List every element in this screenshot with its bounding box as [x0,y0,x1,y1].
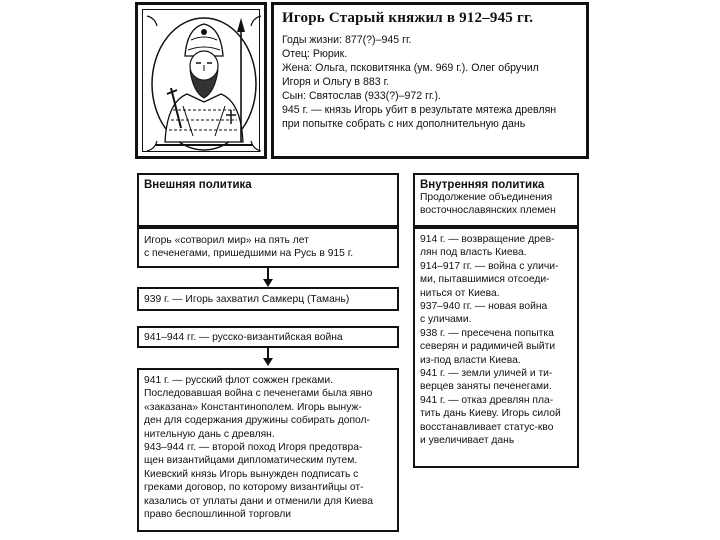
internal-policy-title: Внутренняя политика [420,179,545,191]
ruler-details [282,33,582,131]
event-line: 943–944 гг. — второй поход Игоря предотвра- [144,442,363,454]
internal-policy-body [413,227,579,468]
detail-line: Жена: Ольга, псковитянка (ум. 969 г.). Олег обручил [282,62,539,74]
event-line: 941–944 гг. — русско-византийская война [144,332,343,343]
external-policy-header [137,173,399,227]
detail-line: Годы жизни: 877(?)–945 гг. [282,34,412,46]
external-event-box [137,287,399,311]
detail-line: Игоря и Ольгу в 883 г. [282,76,390,88]
internal-line: 941 г. — земли уличей и ти- [420,368,553,380]
prince-igor-portrait [143,10,265,157]
event-line: право беспошлинной торговли [144,509,291,521]
event-line: 939 г. — Игорь захватил Самкерц (Тамань) [144,294,350,305]
event-line: казались от уплаты дани и отменили для Киева [144,495,373,507]
external-event-box [137,326,399,348]
internal-line: тить дань Киеву. Игорь силой [420,408,561,420]
arrow-down-icon [263,358,273,366]
event-line: Игорь «сотворил мир» на пять лет [144,235,309,246]
external-event-box [137,227,399,268]
internal-line: и увеличивает дань [420,435,515,447]
internal-policy-subtitle: восточнославянских племен [420,205,556,217]
ruler-info-box [271,2,589,159]
detail-line: Отец: Рюрик. [282,48,348,60]
external-policy-title: Внешняя политика [144,179,252,191]
detail-line: 945 г. — князь Игорь убит в результате мятежа древлян [282,104,557,116]
event-line: нительную дань с древлян. [144,428,275,440]
internal-line: 914 г. — возвращение древ- [420,234,555,245]
internal-line: лян под власть Киева. [420,247,527,259]
internal-policy-subtitle: Продолжение объединения [420,192,553,203]
event-line: щен византийцами дипломатическим путем. [144,455,358,467]
event-line: Последовавшая война с печенегами была явно [144,388,373,400]
event-line: 941 г. — русский флот сожжен греками. [144,375,333,386]
event-line: ден для содержания дружины собирать допол- [144,415,370,427]
internal-line: 941 г. — отказ древлян пла- [420,394,554,406]
internal-line: ниться от Киева. [420,287,500,299]
detail-line: Сын: Святослав (933(?)–972 гг.). [282,90,441,102]
arrow-down-icon [263,279,273,287]
portrait-inner-border [142,9,260,152]
event-line: «заказана» Константинополем. Игорь вынуж- [144,401,362,413]
event-line: с печенегами, пришедшими на Русь в 915 г. [144,248,354,260]
portrait-frame [135,2,267,159]
event-line: Киевский князь Игорь вынужден подписать с [144,468,359,480]
event-line: греками договор, по которому византийцы от- [144,482,364,494]
ruler-title: Игорь Старый княжил в 912–945 гг. [282,10,534,26]
detail-line: при попытке собрать с них дополнительную дань [282,118,526,130]
internal-line: из-под власти Киева. [420,354,521,366]
internal-line: 938 г. — пресечена попытка [420,327,554,339]
internal-line: восстанавливает статус-кво [420,421,554,433]
internal-line: 937–940 гг. — новая война [420,301,548,313]
internal-line: северян и радимичей выйти [420,341,556,353]
internal-line: с уличами. [420,314,472,326]
internal-line: ми, пытавшимися отсоеди- [420,274,550,286]
internal-line: верцев заняты печенегами. [420,381,552,393]
internal-line: 914–917 гг. — война с уличи- [420,260,559,272]
internal-policy-header [413,173,579,227]
external-event-box [137,368,399,532]
